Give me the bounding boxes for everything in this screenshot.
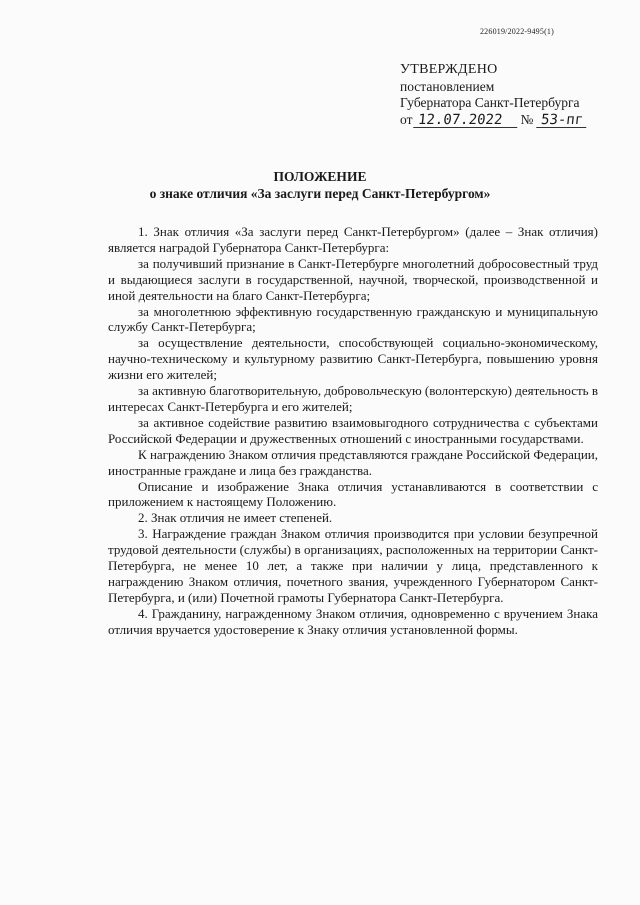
paragraph: за многолетнюю эффективную государственную гражданскую и муниципальную службу Санкт-Петербурга; [108,303,598,335]
approval-heading: УТВЕРЖДЕНО [400,62,498,77]
paragraph: Описание и изображение Знака отличия устанавливаются в соответствии с приложением к настоящему Положению. [108,478,598,510]
approval-date-row [400,112,600,129]
document-title [0,168,640,202]
paragraph: 3. Награждение граждан Знаком отличия производится при условии безупречной трудовой деятельности (службы) в организациях, расположенных на территории Санкт-Петербурга, не менее 10 лет, а также при наличии у лица, представленного к награждению Знаком отличия, почетного звания, учрежденного Губернатором Санкт-Петербурга, и (или) Почетной грамоты Губернатора Санкт-Петербурга. [108,526,598,605]
approval-line-2: Губернатора Санкт-Петербурга [400,95,580,110]
document-body [108,224,598,638]
paragraph: за активную благотворительную, добровольческую (волонтерскую) деятельность в интересах Санкт-Петербурга и его жителей; [108,383,598,414]
document-code: 226019/2022-9495(1) [479,27,554,36]
title-line-1: ПОЛОЖЕНИЕ [273,169,367,184]
paragraph: за получивший признание в Санкт-Петербурге многолетний добросовестный труд и выдающиеся заслуги в государственной, научной, творческой, производственной и иной деятельности на благо Санкт-Петербурга; [108,255,598,303]
number-prefix: № [520,111,534,127]
paragraph: за осуществление деятельности, способствующей социально-экономическому, научно-техническому и культурному развитию Санкт-Петербурга, повышению уровня жизни его жителей; [108,335,598,383]
paragraph: 4. Гражданину, награжденному Знаком отличия, одновременно с вручением Знака отличия вручается удостоверение к Знаку отличия установленной формы. [108,605,598,637]
title-line-2: о знаке отличия «За заслуги перед Санкт-Петербургом» [149,186,491,201]
handwritten-number: 53-пг [537,113,589,128]
approval-line-1: постановлением [400,78,495,94]
paragraph: К награждению Знаком отличия представляются граждане Российской Федерации, иностранные граждане и лица без гражданства. [108,446,598,478]
handwritten-date: 12.07.2022 [414,113,520,128]
paragraph: 2. Знак отличия не имеет степеней. [138,510,333,526]
approval-block [400,62,600,128]
paragraph: за активное содействие развитию взаимовыгодного сотрудничества с субъектами Российской Федерации и дружественных отношений с иностранными государствами. [108,414,598,446]
paragraph: 1. Знак отличия «За заслуги перед Санкт-Петербургом» (далее – Знак отличия) является наградой Губернатора Санкт-Петербурга: [108,224,598,255]
date-prefix: от [400,111,413,127]
